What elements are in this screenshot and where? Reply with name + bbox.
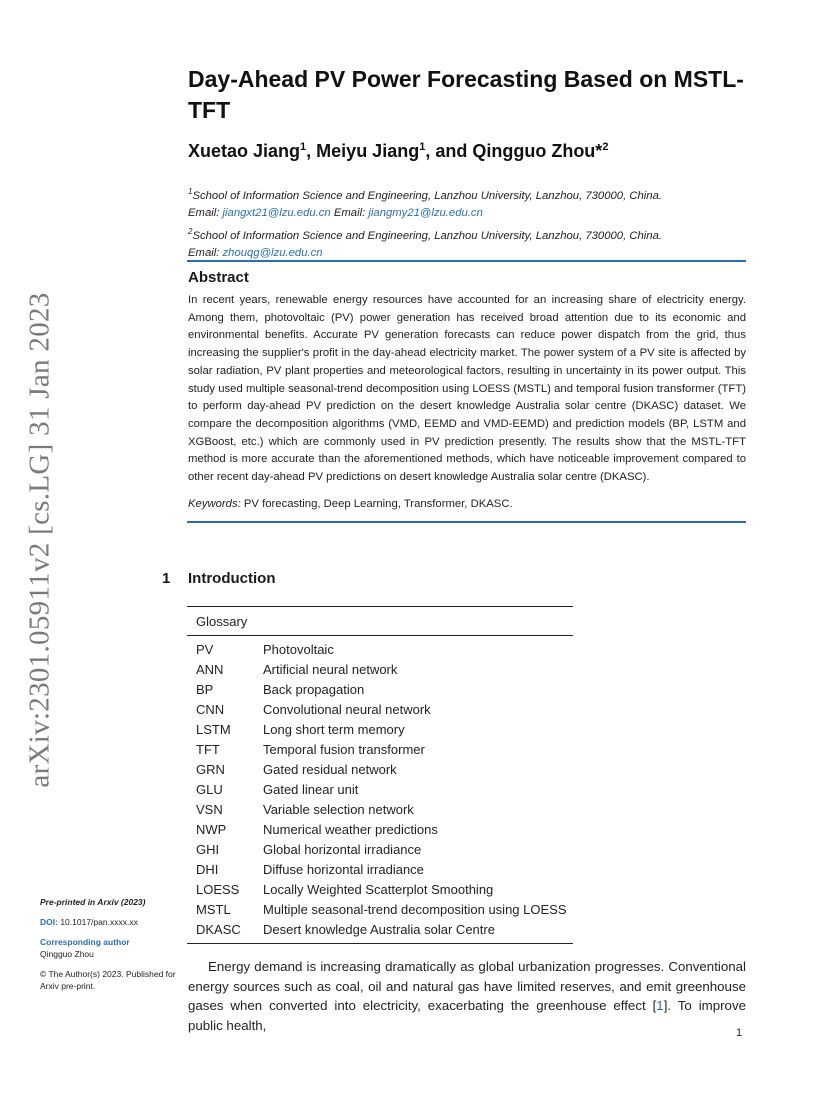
glossary-definition: Locally Weighted Scatterplot Smoothing — [263, 882, 494, 897]
glossary-definition: Convolutional neural network — [263, 702, 431, 717]
glossary-row — [187, 900, 573, 920]
glossary-definition: Numerical weather predictions — [263, 822, 438, 837]
glossary-row — [187, 780, 573, 800]
glossary-definition: Artificial neural network — [263, 662, 398, 677]
corresponding-name: Qingguo Zhou — [40, 949, 94, 959]
email-link[interactable]: zhouqg@lzu.edu.cn — [222, 247, 323, 260]
doi-value[interactable]: 10.1017/pan.xxxx.xx — [60, 917, 138, 927]
glossary-row — [187, 760, 573, 780]
abstract-bottom-rule — [187, 521, 746, 523]
glossary-row — [187, 740, 573, 760]
glossary-row — [187, 920, 573, 940]
glossary-heading: Glossary — [187, 607, 573, 636]
abstract-top-rule — [187, 260, 746, 262]
email-link[interactable]: jiangmy21@lzu.edu.cn — [368, 207, 483, 220]
email-link[interactable]: jiangxt21@lzu.edu.cn — [222, 207, 331, 220]
glossary-definition: Gated residual network — [263, 762, 397, 777]
glossary-abbr: NWP — [196, 822, 227, 837]
glossary-definition: Gated linear unit — [263, 782, 359, 797]
author-affil-mark: 1 — [300, 141, 307, 153]
glossary-abbr: GLU — [196, 782, 223, 797]
keywords-text: PV forecasting, Deep Learning, Transformer, DKASC. — [243, 498, 513, 510]
abstract-body: In recent years, renewable energy resources have accounted for an increasing share of electricity energy. Among them, photovoltaic (PV) power generation has received broad attention due to its economic and environmental benefits. Accurate PV generation forecasts can reduce power dispatch from the grid, thus increasing the supplier's profit in the day-ahead electricity market. The power system of a PV site is affected by solar radiation, PV plant properties and meteorological factors, resulting in uncertainty in its power output. This study used multiple seasonal-trend decomposition using LOESS (MSTL) and temporal fusion transformer (TFT) to perform day-ahead PV prediction on the desert knowledge Australia solar centre (DKASC) dataset. We compare the decomposition algorithms (VMD, EEMD and VMD-EEMD) and prediction models (BP, LSTM and XGBoost, etc.) which are commonly used in PV prediction presently. The results show that the MSTL-TFT method is more accurate than the aforementioned methods, which have noticeable improvement compared to other recent day-ahead PV predictions on desert knowledge Australia solar centre (DKASC). — [188, 294, 746, 484]
email-label: Email: — [188, 207, 220, 220]
glossary-abbr: MSTL — [196, 902, 231, 917]
glossary-abbr: CNN — [196, 702, 225, 717]
affiliation-1-emails — [188, 205, 758, 223]
affil-text: School of Information Science and Engineering, Lanzhou University, Lanzhou, 730000, China. — [192, 189, 662, 202]
glossary-row — [187, 700, 573, 720]
intro-text-cont: ]. To improve public health, — [188, 998, 746, 1033]
section-number: 1 — [162, 570, 171, 587]
glossary-definition: Long short term memory — [263, 722, 405, 737]
glossary-abbr: ANN — [196, 662, 224, 677]
author-separator: , — [306, 141, 317, 161]
arxiv-stamp: arXiv:2301.05911v2 [cs.LG] 31 Jan 2023 — [23, 292, 56, 788]
affil-number: 1 — [188, 187, 193, 196]
author-separator: , and — [425, 141, 473, 161]
preprint-note: Pre-printed in Arxiv (2023) — [40, 897, 146, 907]
email-label: Email: — [333, 207, 366, 220]
doi-line — [40, 916, 180, 928]
sidebar-notes — [40, 896, 180, 1000]
author-name: Meiyu Jiang — [316, 141, 420, 161]
glossary-definition: Diffuse horizontal irradiance — [263, 862, 424, 877]
glossary-abbr: DKASC — [196, 922, 241, 937]
glossary-abbr: VSN — [196, 802, 223, 817]
glossary-row — [187, 820, 573, 840]
glossary-row — [187, 720, 573, 740]
glossary-row — [187, 800, 573, 820]
glossary-row — [187, 640, 573, 660]
intro-text: Energy demand is increasing dramatically as global urbanization progresses. Conventional energy sources such as coal, oil and natural gas have limited reserves, and emit greenhouse gases when converted into electricity, exacerbating the greenhouse effect [ — [188, 959, 746, 1013]
glossary-abbr: BP — [196, 682, 214, 697]
affiliation-1 — [188, 183, 758, 205]
corresponding-label: Corresponding author — [40, 937, 130, 947]
glossary-row — [187, 660, 573, 680]
glossary-abbr: LOESS — [196, 882, 240, 897]
doi-label: DOI: — [40, 917, 58, 927]
glossary-definition: Global horizontal irradiance — [263, 842, 422, 857]
affiliations — [188, 183, 758, 263]
glossary-definition: Desert knowledge Australia solar Centre — [263, 922, 495, 937]
glossary-rows — [187, 636, 573, 943]
corresponding-author — [40, 936, 180, 960]
intro-paragraph — [188, 957, 746, 1035]
glossary-row — [187, 880, 573, 900]
affil-text: School of Information Science and Engineering, Lanzhou University, Lanzhou, 730000, China. — [192, 229, 662, 242]
section-title: Introduction — [188, 570, 276, 587]
glossary-abbr: LSTM — [196, 722, 231, 737]
glossary-definition: Photovoltaic — [263, 642, 334, 657]
author-name: Qingguo Zhou* — [472, 141, 603, 161]
glossary-abbr: TFT — [196, 742, 220, 757]
glossary-abbr: GHI — [196, 842, 220, 857]
keywords — [188, 498, 513, 510]
affil-number: 2 — [188, 226, 193, 236]
page-number: 1 — [736, 1027, 743, 1039]
citation-link[interactable]: 1 — [656, 998, 664, 1013]
keywords-label: Keywords: — [188, 498, 241, 510]
glossary-definition: Temporal fusion transformer — [263, 742, 425, 757]
abstract-heading: Abstract — [188, 269, 249, 286]
author-affil-mark: 1 — [419, 141, 426, 153]
glossary-definition: Variable selection network — [263, 802, 414, 817]
glossary-abbr: DHI — [196, 862, 219, 877]
glossary-row — [187, 860, 573, 880]
glossary-abbr: PV — [196, 642, 214, 657]
affiliation-2 — [188, 223, 758, 245]
author-affil-mark: 2 — [602, 141, 609, 153]
glossary-row — [187, 840, 573, 860]
email-label: Email: — [188, 247, 220, 260]
glossary-definition: Back propagation — [263, 682, 365, 697]
author-name: Xuetao Jiang — [188, 141, 301, 161]
glossary-definition: Multiple seasonal-trend decomposition using LOESS — [263, 902, 567, 917]
glossary-row — [187, 680, 573, 700]
author-list — [188, 141, 608, 162]
glossary-abbr: GRN — [196, 762, 225, 777]
paper-title: Day-Ahead PV Power Forecasting Based on MSTL-TFT — [188, 66, 744, 123]
copyright-note: © The Author(s) 2023. Published for Arxiv pre-print. — [40, 969, 176, 991]
glossary-table — [187, 606, 573, 944]
